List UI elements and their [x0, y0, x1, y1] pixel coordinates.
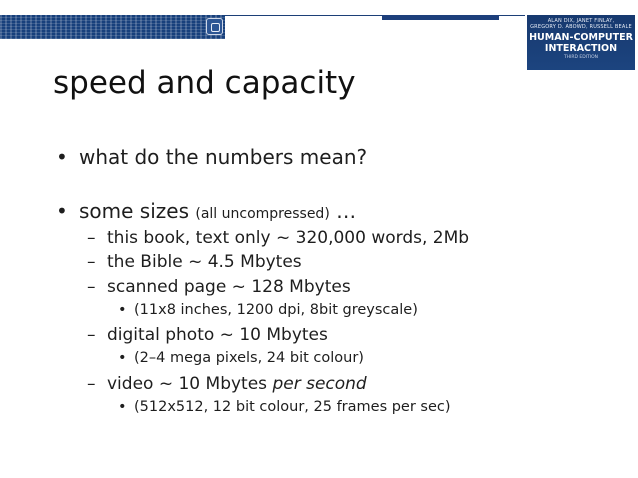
sub-bullet-digital-photo [87, 325, 328, 345]
sub-bullet-text: scanned page ~ 128 Mbytes [107, 277, 351, 297]
bullet-icon: • [118, 302, 127, 318]
sub-bullet-text: this book, text only ~ 320,000 words, 2Mb [107, 228, 470, 248]
bullet-numbers-meaning [56, 145, 367, 169]
detail-text: (2–4 mega pixels, 24 bit colour) [134, 350, 364, 366]
sub-bullet-book [87, 228, 469, 248]
book-cover-logo [527, 15, 635, 70]
dash-icon: – [87, 374, 96, 394]
header-pattern-band [0, 15, 225, 39]
detail-text: (512x512, 12 bit colour, 25 frames per sec) [134, 399, 451, 415]
slide-title: speed and capacity [53, 65, 356, 101]
sub-bullet-text: digital photo ~ 10 Mbytes [107, 325, 328, 345]
cover-authors: ALAN DIX, JANET FINLAY, GREGORY D. ABOWD, RUSSELL BEALE [530, 18, 632, 30]
dash-icon: – [87, 228, 96, 248]
sub-bullet-text: the Bible ~ 4.5 Mbytes [107, 252, 302, 272]
dash-icon: – [87, 252, 96, 272]
detail-text: (11x8 inches, 1200 dpi, 8bit greyscale) [134, 302, 418, 318]
bullet-note: (all uncompressed) [195, 206, 330, 222]
bullet-icon: • [118, 350, 127, 366]
bullet-icon: • [118, 399, 127, 415]
bullet-tail: … [329, 199, 357, 223]
band-pattern [0, 15, 225, 39]
detail-video [118, 399, 451, 415]
bullet-text: some sizes [79, 199, 189, 223]
bullet-icon: • [56, 199, 68, 223]
sub-bullet-text: video ~ 10 Mbytes [107, 374, 273, 394]
sub-bullet-video [87, 374, 367, 394]
bullet-some-sizes [56, 199, 356, 223]
cover-title: HUMAN-COMPUTER INTERACTION [529, 32, 633, 54]
sub-bullet-bible [87, 252, 302, 272]
detail-digital-photo [118, 350, 364, 366]
dash-icon: – [87, 277, 96, 297]
detail-scanned-page [118, 302, 418, 318]
bullet-text: what do the numbers mean? [79, 145, 368, 169]
cover-edition: THIRD EDITION [563, 55, 599, 60]
band-logo-icon [206, 18, 223, 35]
sub-bullet-emphasis: per second [272, 374, 367, 394]
dash-icon: – [87, 325, 96, 345]
bullet-icon: • [56, 145, 68, 169]
header-accent-block [382, 15, 499, 20]
sub-bullet-scanned-page [87, 277, 351, 297]
